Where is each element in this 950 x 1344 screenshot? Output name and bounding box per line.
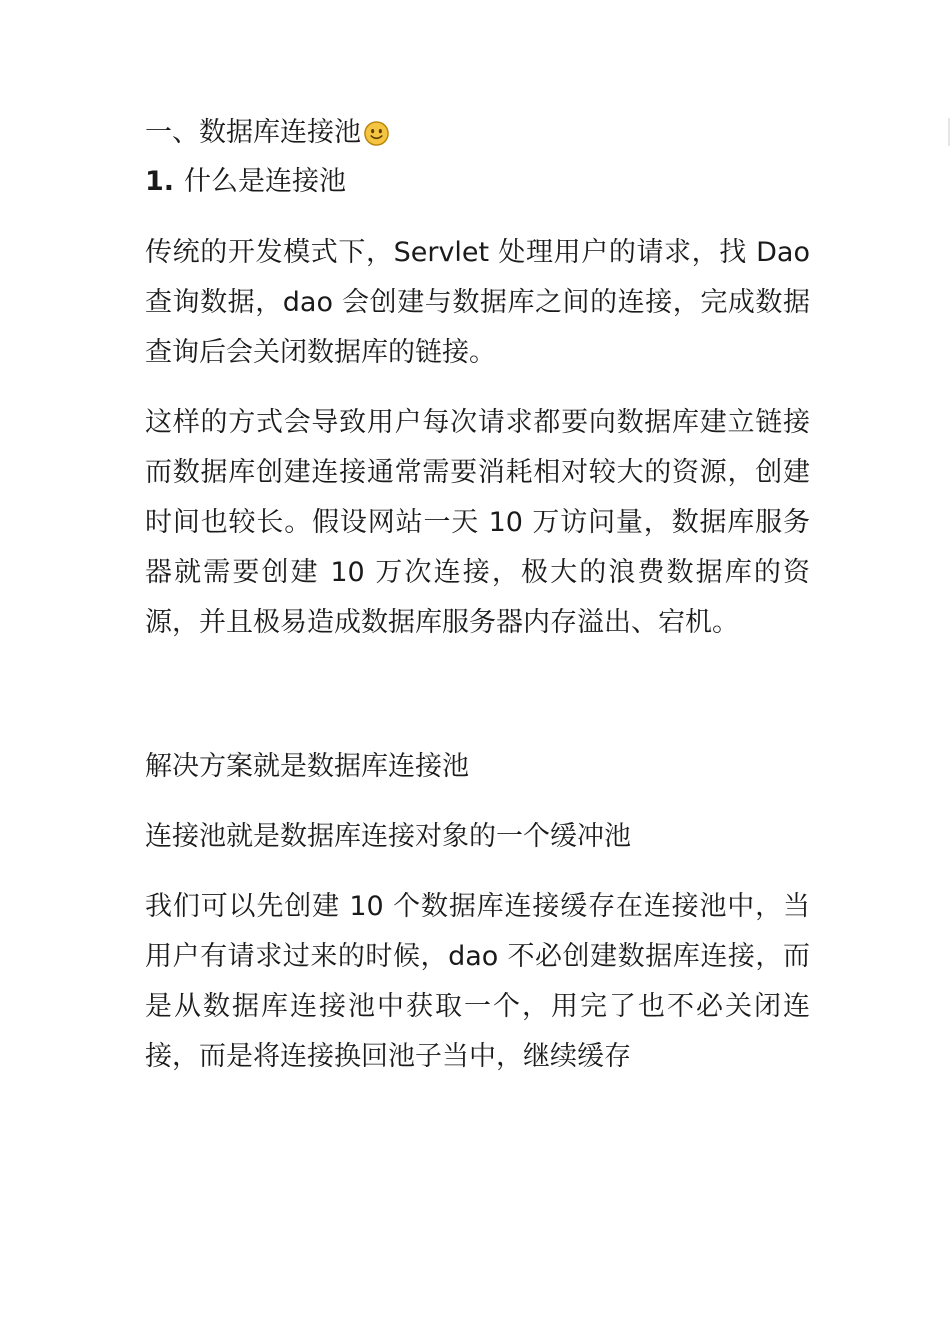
section-title-text: 一、数据库连接池 [145, 117, 361, 148]
paragraph-problem: 这样的方式会导致用户每次请求都要向数据库建立链接而数据库创建连接通常需要消耗相对较大的资源，创建时间也较长。假设网站一天 10 万访问量，数据库服务器就需要创建 10 万次连接，极大的浪费数据库的资源，并且极易造成数据库服务器内存溢出、宕机。 [145, 407, 810, 638]
paragraph-solution: 解决方案就是数据库连接池 [145, 751, 469, 782]
smiley-face-icon [363, 120, 390, 147]
document-page [145, 108, 810, 1082]
section-heading [145, 108, 810, 158]
subsection-title-text: 什么是连接池 [184, 166, 347, 197]
subsection-number: 1. [145, 166, 175, 197]
paragraph-how-it-works: 我们可以先创建 10 个数据库连接缓存在连接池中，当用户有请求过来的时候，dao 不必创建数据库连接，而是从数据库连接池中获取一个，用完了也不必关闭连接，而是将连接换回池子当中，继续缓存 [145, 891, 810, 1072]
paragraph-definition: 连接池就是数据库连接对象的一个缓冲池 [145, 821, 631, 852]
subsection-heading [145, 158, 810, 206]
paragraph-traditional-mode: 传统的开发模式下，Servlet 处理用户的请求，找 Dao 查询数据，dao 会创建与数据库之间的连接，完成数据查询后会关闭数据库的链接。 [145, 237, 810, 368]
